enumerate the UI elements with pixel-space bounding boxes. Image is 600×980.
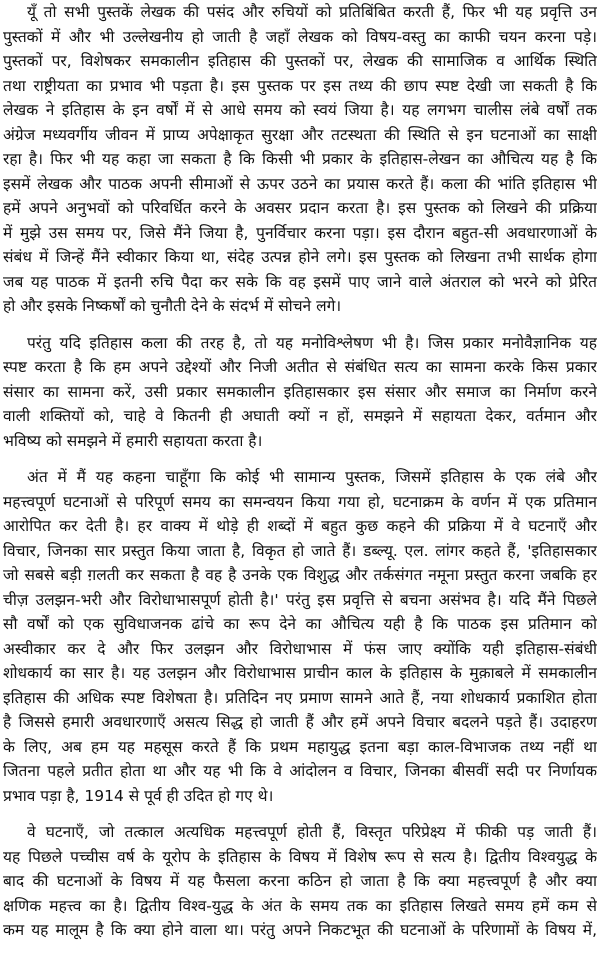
- text-line: भविष्य को समझने में हमारी सहायता करता है।: [3, 431, 263, 450]
- text-line: प्रभाव पड़ा है, 1914 से पूर्व ही उदित हो गए थे।: [3, 786, 274, 805]
- text-line: आरोपित कर देती है। हर वाक्य में थोड़े ही शब्दों में बहुत कुछ कहने की प्रक्रिया में वे घटनाएँ और: [3, 517, 597, 535]
- text-line: विचार, जिनका सार प्रस्तुत किया जाता है, विकृत हो जाते हैं। डब्ल्यू. एल. लांगर कहते हैं, 'इतिहासकार: [3, 541, 597, 560]
- text-line: में मुझे उस समय पर, जिसे मैंने जिया है, पुनर्विचार करना पड़ा। इस दौरान बहुत-सी अवधारणाओं के: [3, 223, 597, 242]
- text-line: जब यह पाठक में इतनी रुचि पैदा कर सके कि वह इसमें पाए जाने वाले अंतराल को भरने को प्रेरित: [3, 272, 597, 291]
- paragraph-4: [3, 820, 597, 943]
- text-line: हो और इसके निष्कर्षों को चुनौती देने के संदर्भ में सोचने लगे।: [3, 297, 342, 315]
- text-line: वाली शक्तियों को, चाहे वे कितनी ही अघाती क्यों न हों, समझने में सहायता देकर, वर्तमान और: [3, 407, 597, 425]
- text-line: स्पष्ट करता है कि हम अपने उद्देश्यों और निजी अतीत से संबंधित सत्य का सामना करके किस प्रकार: [3, 358, 597, 376]
- paragraph-2: [3, 331, 597, 454]
- text-line: हमें अपने अनुभवों को परिवर्धित करने के अवसर प्रदान करता है। इस पुस्तक को लिखने की प्रक्रिया: [3, 199, 597, 217]
- text-line: यह पिछले पच्चीस वर्ष के यूरोप के इतिहास के विषय में विशेष रूप से सत्य है। द्वितीय विश्वयुद्ध के: [3, 847, 597, 866]
- text-line: कम यह मालूम है कि क्या होने वाला था। परंतु अपने निकटभूत की घटनाओं के परिणामों के विषय में,: [3, 921, 597, 939]
- text-line: बाद की घटनाओं के विषय में यह फैसला करना कठिन हो जाता है कि क्या महत्त्वपूर्ण है और क्या: [3, 872, 597, 890]
- text-line: तथा राष्ट्रीयता का प्रभाव भी पड़ता है। इस पुस्तक पर इस तथ्य की छाप स्पष्ट देखी जा सकती है कि: [3, 76, 597, 95]
- text-line: अंग्रेज मध्यवर्गीय जीवन में प्राप्य अपेक्षाकृत सुरक्षा और तटस्थता की स्थिति से इन घटनाओं का साक्षी: [3, 125, 597, 144]
- text-line: जितना पहले प्रतीत होता था और यह भी कि वे आंदोलन व विचार, जिनका बीसवीं सदी पर निर्णायक: [3, 762, 597, 780]
- text-line: पुस्तकों में और भी उल्लेखनीय हो जाती है जहाँ लेखक को विषय-वस्तु का काफी चयन करना पड़े।: [3, 27, 597, 46]
- paragraph-1: [3, 0, 597, 319]
- text-line: परंतु यदि इतिहास कला की तरह है, तो यह मनोविश्लेषण भी है। जिस प्रकार मनोवैज्ञानिक यह: [27, 333, 597, 352]
- text-line: रहा है। फिर भी यह कहा जा सकता है कि किसी भी प्रकार के इतिहास-लेखन का औचित्य यह है कि: [3, 150, 597, 168]
- text-line: महत्त्वपूर्ण घटनाओं से परिपूर्ण समय का समन्वयन किया गया हो, घटनाक्रम के वर्णन में एक प्रतिमान: [3, 492, 597, 511]
- text-line: सौ वर्षों को एक सुविधाजनक ढांचे का रूप देने का औचित्य यही है कि पाठक इस प्रतिमान को: [3, 615, 597, 633]
- text-line: चीज़ उलझन-भरी और विरोधाभासपूर्ण होती है।' परंतु इस प्रवृत्ति से बचना असंभव है। यदि मैंने पिछले: [3, 590, 597, 609]
- text-line: पुस्तकों पर, विशेषकर समकालीन इतिहास की पुस्तकों पर, लेखक की सामाजिक व आर्थिक स्थिति: [3, 52, 597, 70]
- paragraph-3: [3, 465, 597, 808]
- text-line: क्षणिक महत्त्व का है। द्वितीय विश्व-युद्ध के अंत के समय तक का इतिहास लिखते समय हमें कम से: [3, 896, 597, 915]
- text-line: शोधकार्य का सार है। यह उलझन और विरोधाभास प्राचीन काल के इतिहास के मुक़ाबले में समकालीन: [3, 664, 597, 682]
- text-line: लेखक ने इतिहास के इन वर्षों में से आधे समय को स्वयं जिया है। यह लगभग चालीस लंबे वर्षों तक: [3, 101, 597, 119]
- text-line: अंत में मैं यह कहना चाहूँगा कि कोई भी सामान्य पुस्तक, जिसमें इतिहास के एक लंबे और: [27, 468, 597, 486]
- text-line: जो सबसे बड़ी ग़लती कर सकता है वह है उनके एक विशुद्ध और तर्कसंगत नमूना प्रस्तुत करना जबकि हर: [3, 566, 597, 584]
- text-line: अस्वीकार कर दे और फिर उलझन और विरोधाभास में फंस जाए क्योंकि यही इतिहास-संबंधी: [3, 639, 597, 658]
- text-line: वे घटनाएँ, जो तत्काल अत्यधिक महत्त्वपूर्ण होती हैं, विस्तृत परिप्रेक्ष्य में फीकी पड़ जाती हैं।: [27, 823, 597, 841]
- text-line: संसार का सामना करें, उसी प्रकार समकालीन इतिहासकार इस संसार और समाज का निर्माण करने: [3, 382, 597, 401]
- text-line: इतिहास की अधिक स्पष्ट विशेषता है। प्रतिदिन नए प्रमाण सामने आते हैं, नया शोधकार्य प्रकाशित होता: [3, 688, 597, 707]
- text-line: इसमें लेखक और पाठक अपनी सीमाओं से ऊपर उठने का प्रयास करते हैं। कला की भांति इतिहास भी: [3, 174, 597, 193]
- text-line: के लिए, अब हम यह महसूस करते हैं कि प्रथम महायुद्ध इतना बड़ा काल-विभाजक तथ्य नहीं था: [3, 737, 597, 756]
- text-line: यूँ तो सभी पुस्तकें लेखक की पसंद और रुचियों को प्रतिबिंबित करती हैं, फिर भी यह प्रवृत्ति उन: [27, 3, 597, 21]
- text-line: संबंध में जिन्हें मैंने स्वीकार किया था, संदेह उत्पन्न होने लगे। इस पुस्तक को लिखना तभी सार्थक होगा: [3, 248, 597, 266]
- text-line: है जिससे हमारी अवधारणाएँ असत्य सिद्ध हो जाती हैं और हमें अपने विचार बदलने पड़ते हैं। उदाहरण: [3, 713, 597, 731]
